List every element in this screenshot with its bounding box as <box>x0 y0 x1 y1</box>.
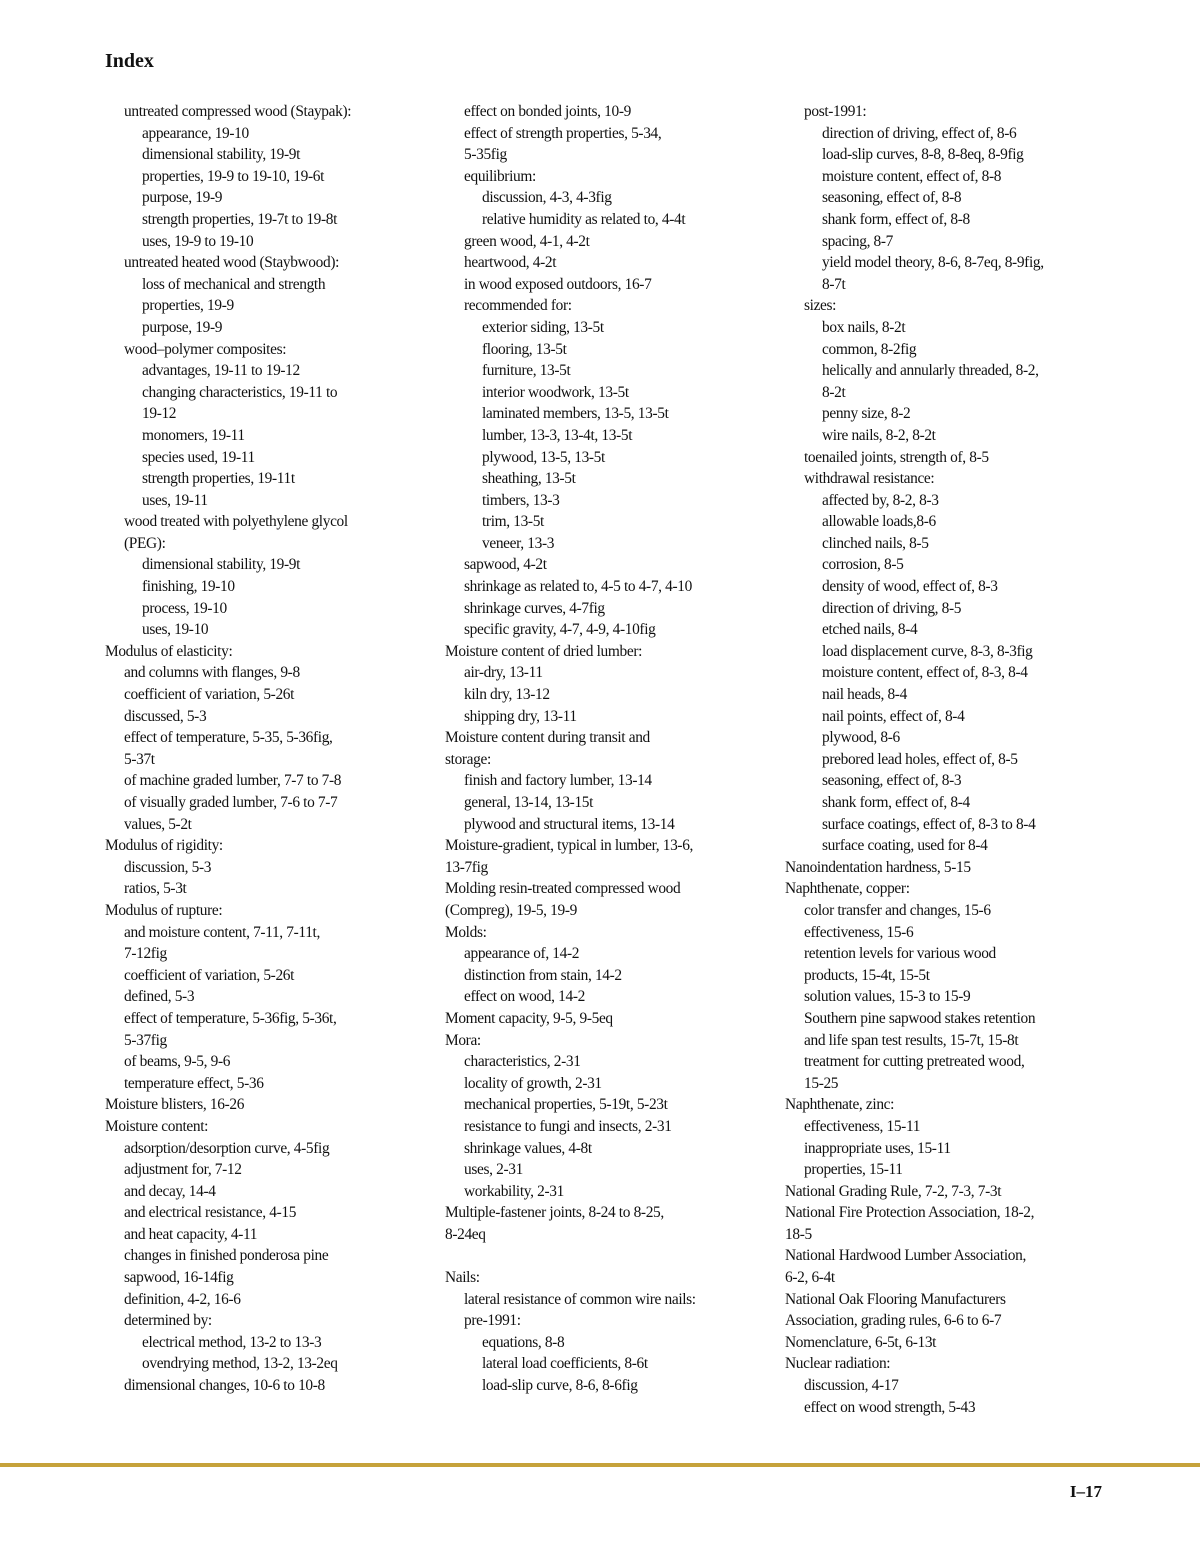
index-sub-entry: properties, 19-9 to 19-10, 19-6t <box>142 167 325 185</box>
index-sub-entry: wood treated with polyethylene glycol <box>124 513 348 531</box>
index-main-entry: Moisture blisters, 16-26 <box>105 1096 245 1114</box>
index-sub-entry: kiln dry, 13-12 <box>464 686 550 704</box>
index-sub-entry: treatment for cutting pretreated wood, <box>804 1053 1025 1071</box>
index-sub-entry: lateral resistance of common wire nails: <box>464 1290 696 1308</box>
index-sub-entry: discussion, 4-3, 4-3fig <box>482 189 612 207</box>
index-sub-entry: surface coating, used for 8-4 <box>822 837 988 855</box>
index-sub-entry: purpose, 19-9 <box>142 189 223 207</box>
index-sub-entry: recommended for: <box>464 297 572 315</box>
index-sub-entry: products, 15-4t, 15-5t <box>804 966 930 984</box>
index-sub-entry: yield model theory, 8-6, 8-7eq, 8-9fig, <box>822 254 1044 272</box>
index-sub-entry: moisture content, effect of, 8-3, 8-4 <box>822 664 1028 682</box>
index-sub-entry: 7-12fig <box>124 945 167 963</box>
index-sub-entry: surface coatings, effect of, 8-3 to 8-4 <box>822 815 1036 833</box>
index-sub-entry: timbers, 13-3 <box>482 491 560 509</box>
index-sub-entry: moisture content, effect of, 8-8 <box>822 167 1002 185</box>
index-sub-entry: shrinkage curves, 4-7fig <box>464 599 605 617</box>
index-sub-entry: load displacement curve, 8-3, 8-3fig <box>822 642 1033 660</box>
index-sub-entry: shrinkage as related to, 4-5 to 4-7, 4-10 <box>464 578 692 596</box>
index-sub-entry: pre-1991: <box>464 1312 521 1330</box>
index-sub-entry: distinction from stain, 14-2 <box>464 966 622 984</box>
index-sub-entry: 5-35fig <box>464 146 507 164</box>
index-sub-entry: monomers, 19-11 <box>142 426 245 444</box>
index-sub-entry: toenailed joints, strength of, 8-5 <box>804 448 989 466</box>
footer-rule <box>0 1463 1200 1467</box>
index-main-entry: 8-24eq <box>445 1225 486 1243</box>
index-sub-entry: solution values, 15-3 to 15-9 <box>804 988 971 1006</box>
index-main-entry: National Hardwood Lumber Association, <box>785 1247 1026 1265</box>
index-sub-entry: nail points, effect of, 8-4 <box>822 707 965 725</box>
index-sub-entry: direction of driving, 8-5 <box>822 599 962 617</box>
index-sub-entry: 15-25 <box>804 1074 839 1092</box>
index-column-2 <box>445 101 785 1397</box>
index-sub-entry: appearance, 19-10 <box>142 124 249 142</box>
index-main-entry: National Fire Protection Association, 18-2, <box>785 1204 1035 1222</box>
index-sub-entry: appearance of, 14-2 <box>464 945 580 963</box>
index-sub-entry: mechanical properties, 5-19t, 5-23t <box>464 1096 668 1114</box>
index-main-entry: National Grading Rule, 7-2, 7-3, 7-3t <box>785 1182 1002 1200</box>
index-sub-entry: and life span test results, 15-7t, 15-8t <box>804 1031 1019 1049</box>
index-sub-entry: spacing, 8-7 <box>822 232 894 250</box>
index-sub-entry: corrosion, 8-5 <box>822 556 904 574</box>
index-sub-entry: loss of mechanical and strength <box>142 275 326 293</box>
index-sub-entry: process, 19-10 <box>142 599 227 617</box>
index-main-entry: Multiple-fastener joints, 8-24 to 8-25, <box>445 1204 664 1222</box>
index-sub-entry: defined, 5-3 <box>124 988 195 1006</box>
index-sub-entry: allowable loads,8-6 <box>822 513 936 531</box>
index-sub-entry: determined by: <box>124 1312 212 1330</box>
index-sub-entry: uses, 19-11 <box>142 491 208 509</box>
index-main-entry: National Oak Flooring Manufacturers <box>785 1290 1006 1308</box>
index-sub-entry: specific gravity, 4-7, 4-9, 4-10fig <box>464 621 656 639</box>
index-sub-entry: strength properties, 19-7t to 19-8t <box>142 210 338 228</box>
index-sub-entry: sheathing, 13-5t <box>482 470 576 488</box>
index-sub-entry: finish and factory lumber, 13-14 <box>464 772 652 790</box>
index-sub-entry: species used, 19-11 <box>142 448 255 466</box>
index-main-entry: Naphthenate, copper: <box>785 880 910 898</box>
index-sub-entry: wire nails, 8-2, 8-2t <box>822 426 936 444</box>
index-sub-entry: adsorption/desorption curve, 4-5fig <box>124 1139 330 1157</box>
index-sub-entry: and electrical resistance, 4-15 <box>124 1204 297 1222</box>
index-sub-entry: withdrawal resistance: <box>804 470 935 488</box>
index-main-entry: Naphthenate, zinc: <box>785 1096 895 1114</box>
index-sub-entry: effect on wood strength, 5-43 <box>804 1398 976 1416</box>
index-sub-entry: untreated heated wood (Staybwood): <box>124 254 340 272</box>
index-column-3 <box>785 101 1125 1418</box>
index-sub-entry: values, 5-2t <box>124 815 192 833</box>
index-main-entry: Moisture content of dried lumber: <box>445 642 643 660</box>
index-main-entry: Moisture content during transit and <box>445 729 650 747</box>
index-main-entry: Modulus of rigidity: <box>105 837 223 855</box>
index-sub-entry: lumber, 13-3, 13-4t, 13-5t <box>482 426 633 444</box>
index-sub-entry: effect of temperature, 5-36fig, 5-36t, <box>124 1009 337 1027</box>
index-sub-entry: helically and annularly threaded, 8-2, <box>822 362 1039 380</box>
index-sub-entry: workability, 2-31 <box>464 1182 564 1200</box>
index-sub-entry: air-dry, 13-11 <box>464 664 543 682</box>
index-sub-entry: veneer, 13-3 <box>482 534 555 552</box>
index-sub-entry: density of wood, effect of, 8-3 <box>822 578 998 596</box>
index-sub-entry: (PEG): <box>124 534 166 552</box>
index-sub-entry: advantages, 19-11 to 19-12 <box>142 362 300 380</box>
page-number: I–17 <box>1069 1482 1102 1501</box>
index-main-entry: Modulus of elasticity: <box>105 642 233 660</box>
index-sub-entry: characteristics, 2-31 <box>464 1053 581 1071</box>
index-sub-entry: laminated members, 13-5, 13-5t <box>482 405 669 423</box>
index-sub-entry: effect of temperature, 5-35, 5-36fig, <box>124 729 333 747</box>
index-sub-entry: box nails, 8-2t <box>822 318 906 336</box>
index-sub-entry: resistance to fungi and insects, 2-31 <box>464 1117 672 1135</box>
index-sub-entry: dimensional stability, 19-9t <box>142 556 301 574</box>
index-main-entry: Nuclear radiation: <box>785 1355 891 1373</box>
index-sub-entry: load-slip curve, 8-6, 8-6fig <box>482 1377 638 1395</box>
index-main-entry: Molding resin-treated compressed wood <box>445 880 681 898</box>
index-sub-entry: ratios, 5-3t <box>124 880 187 898</box>
index-sub-entry: flooring, 13-5t <box>482 340 567 358</box>
index-main-entry: Nanoindentation hardness, 5-15 <box>785 858 971 876</box>
index-main-entry: Moment capacity, 9-5, 9-5eq <box>445 1009 613 1027</box>
index-sub-entry: plywood and structural items, 13-14 <box>464 815 675 833</box>
index-sub-entry: and moisture content, 7-11, 7-11t, <box>124 923 320 941</box>
index-sub-entry: wood–polymer composites: <box>124 340 287 358</box>
index-sub-entry: sapwood, 16-14fig <box>124 1269 234 1287</box>
index-sub-entry: penny size, 8-2 <box>822 405 911 423</box>
index-main-entry: 13-7fig <box>445 858 488 876</box>
index-sub-entry: discussed, 5-3 <box>124 707 207 725</box>
index-sub-entry: prebored lead holes, effect of, 8-5 <box>822 750 1018 768</box>
index-sub-entry: of machine graded lumber, 7-7 to 7-8 <box>124 772 342 790</box>
index-sub-entry: properties, 19-9 <box>142 297 234 315</box>
index-sub-entry: properties, 15-11 <box>804 1161 903 1179</box>
index-sub-entry: finishing, 19-10 <box>142 578 235 596</box>
index-sub-entry: dimensional changes, 10-6 to 10-8 <box>124 1377 325 1395</box>
index-sub-entry: definition, 4-2, 16-6 <box>124 1290 241 1308</box>
index-sub-entry: sapwood, 4-2t <box>464 556 547 574</box>
index-main-entry: 6-2, 6-4t <box>785 1269 835 1287</box>
index-sub-entry: 8-7t <box>822 275 846 293</box>
index-sub-entry: affected by, 8-2, 8-3 <box>822 491 939 509</box>
index-sub-entry: seasoning, effect of, 8-8 <box>822 189 962 207</box>
index-sub-entry: electrical method, 13-2 to 13-3 <box>142 1333 322 1351</box>
index-sub-entry: load-slip curves, 8-8, 8-8eq, 8-9fig <box>822 146 1024 164</box>
index-main-entry: (Compreg), 19-5, 19-9 <box>445 901 577 919</box>
index-sub-entry: dimensional stability, 19-9t <box>142 146 301 164</box>
index-sub-entry: retention levels for various wood <box>804 945 996 963</box>
index-sub-entry: lateral load coefficients, 8-6t <box>482 1355 648 1373</box>
index-main-entry: Association, grading rules, 6-6 to 6-7 <box>785 1312 1002 1330</box>
index-sub-entry: direction of driving, effect of, 8-6 <box>822 124 1017 142</box>
index-sub-entry: discussion, 5-3 <box>124 858 212 876</box>
index-main-entry: Moisture-gradient, typical in lumber, 13-6, <box>445 837 694 855</box>
index-main-entry: Nails: <box>445 1269 480 1287</box>
index-main-entry: Nomenclature, 6-5t, 6-13t <box>785 1333 937 1351</box>
index-sub-entry: in wood exposed outdoors, 16-7 <box>464 275 652 293</box>
index-sub-entry: sizes: <box>804 297 837 315</box>
index-sub-entry: discussion, 4-17 <box>804 1377 899 1395</box>
index-sub-entry: changes in finished ponderosa pine <box>124 1247 329 1265</box>
index-sub-entry: effectiveness, 15-6 <box>804 923 914 941</box>
index-sub-entry: shank form, effect of, 8-8 <box>822 210 970 228</box>
index-sub-entry: ovendrying method, 13-2, 13-2eq <box>142 1355 338 1373</box>
index-main-entry: Modulus of rupture: <box>105 901 223 919</box>
index-main-entry: 18-5 <box>785 1225 812 1243</box>
index-sub-entry: general, 13-14, 13-15t <box>464 794 594 811</box>
index-sub-entry: locality of growth, 2-31 <box>464 1074 602 1092</box>
index-sub-entry: 19-12 <box>142 405 177 423</box>
index-sub-entry: strength properties, 19-11t <box>142 470 295 488</box>
index-sub-entry: heartwood, 4-2t <box>464 254 557 272</box>
index-main-entry: storage: <box>445 750 491 768</box>
index-sub-entry: shrinkage values, 4-8t <box>464 1139 592 1157</box>
index-sub-entry: furniture, 13-5t <box>482 362 571 380</box>
index-sub-entry: green wood, 4-1, 4-2t <box>464 232 590 250</box>
index-sub-entry: equilibrium: <box>464 167 536 185</box>
index-sub-entry: Southern pine sapwood stakes retention <box>804 1009 1036 1027</box>
index-sub-entry: relative humidity as related to, 4-4t <box>482 210 686 228</box>
index-sub-entry: plywood, 8-6 <box>822 729 900 747</box>
index-sub-entry: coefficient of variation, 5-26t <box>124 686 295 704</box>
index-sub-entry: 5-37fig <box>124 1031 167 1049</box>
index-sub-entry: effectiveness, 15-11 <box>804 1117 921 1135</box>
index-sub-entry: trim, 13-5t <box>482 513 544 531</box>
index-sub-entry: etched nails, 8-4 <box>822 621 918 639</box>
index-sub-entry: of beams, 9-5, 9-6 <box>124 1053 231 1071</box>
index-sub-entry: purpose, 19-9 <box>142 318 223 336</box>
index-sub-entry: inappropriate uses, 15-11 <box>804 1139 951 1157</box>
index-sub-entry: effect on wood, 14-2 <box>464 988 585 1006</box>
index-sub-entry: exterior siding, 13-5t <box>482 318 604 336</box>
index-sub-entry: and columns with flanges, 9-8 <box>124 664 300 682</box>
page-heading: Index <box>105 50 154 72</box>
index-sub-entry: nail heads, 8-4 <box>822 686 907 704</box>
index-sub-entry: equations, 8-8 <box>482 1333 565 1351</box>
index-sub-entry: changing characteristics, 19-11 to <box>142 383 338 401</box>
index-sub-entry: post-1991: <box>804 103 867 120</box>
index-sub-entry: clinched nails, 8-5 <box>822 534 929 552</box>
index-sub-entry: shank form, effect of, 8-4 <box>822 794 970 811</box>
index-sub-entry: of visually graded lumber, 7-6 to 7-7 <box>124 794 338 811</box>
index-sub-entry: seasoning, effect of, 8-3 <box>822 772 962 790</box>
index-sub-entry: temperature effect, 5-36 <box>124 1074 264 1092</box>
index-sub-entry: 5-37t <box>124 750 155 768</box>
index-sub-entry: and decay, 14-4 <box>124 1182 216 1200</box>
index-main-entry: Molds: <box>445 923 487 941</box>
index-main-entry: Mora: <box>445 1031 481 1049</box>
index-sub-entry: coefficient of variation, 5-26t <box>124 966 295 984</box>
index-sub-entry: untreated compressed wood (Staypak): <box>124 103 352 120</box>
index-sub-entry: common, 8-2fig <box>822 340 917 358</box>
index-sub-entry: uses, 19-10 <box>142 621 209 639</box>
index-sub-entry: effect on bonded joints, 10-9 <box>464 103 631 120</box>
index-sub-entry: 8-2t <box>822 383 846 401</box>
index-main-entry: Moisture content: <box>105 1117 209 1135</box>
index-sub-entry: effect of strength properties, 5-34, <box>464 124 662 142</box>
index-sub-entry: uses, 19-9 to 19-10 <box>142 232 254 250</box>
index-sub-entry: shipping dry, 13-11 <box>464 707 577 725</box>
index-sub-entry: interior woodwork, 13-5t <box>482 383 629 401</box>
index-sub-entry: uses, 2-31 <box>464 1161 523 1179</box>
index-sub-entry: and heat capacity, 4-11 <box>124 1225 258 1243</box>
index-sub-entry: color transfer and changes, 15-6 <box>804 901 991 919</box>
index-column-1 <box>105 101 445 1397</box>
index-sub-entry: plywood, 13-5, 13-5t <box>482 448 605 466</box>
index-main-entry <box>445 1245 785 1267</box>
index-sub-entry: adjustment for, 7-12 <box>124 1161 242 1179</box>
